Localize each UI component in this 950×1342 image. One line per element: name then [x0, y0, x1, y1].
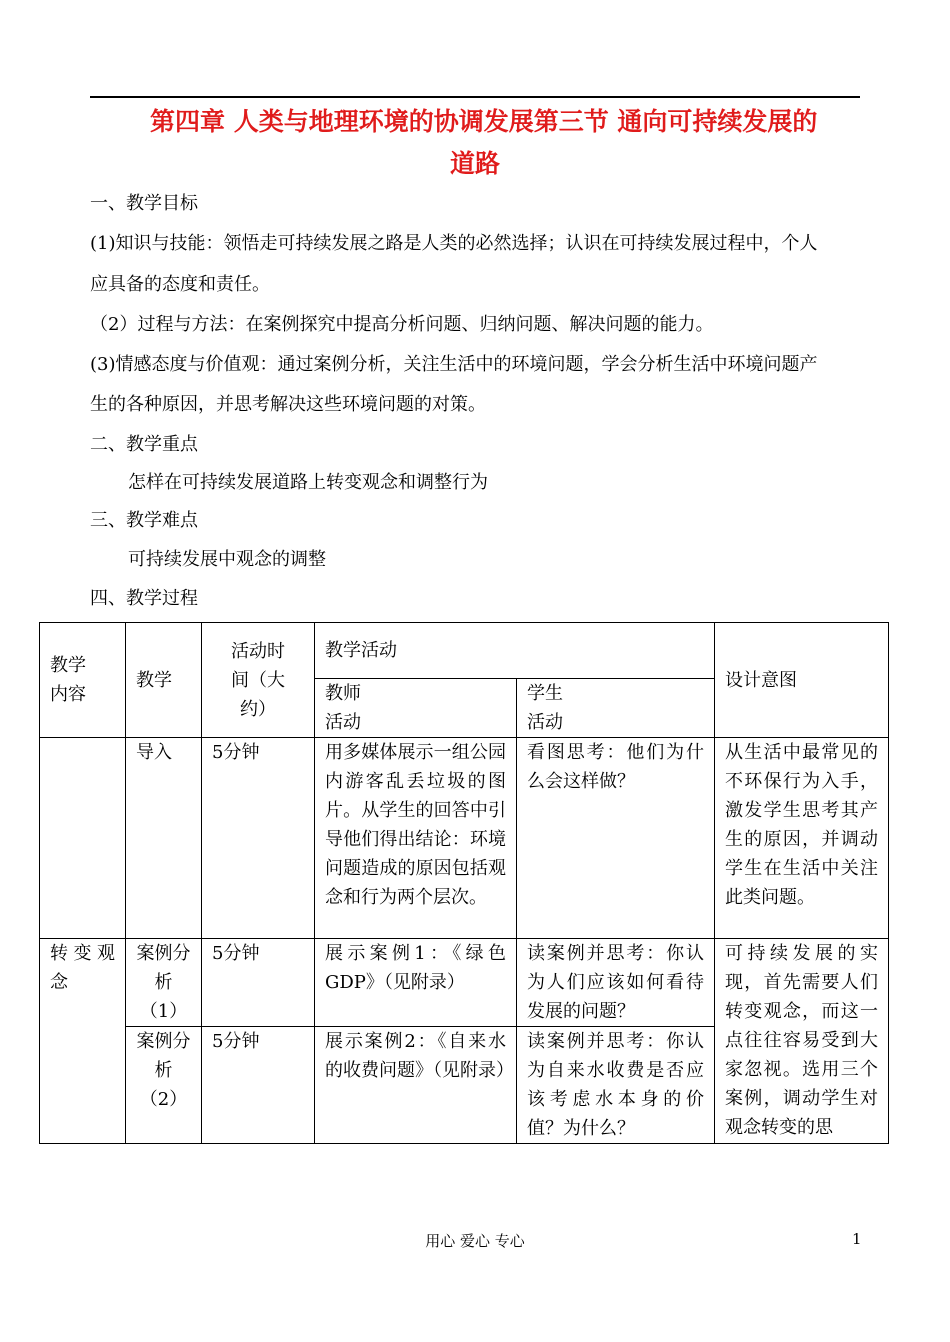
footer-motto: 用心 爱心 专心 — [425, 1232, 525, 1250]
top-rule — [90, 96, 860, 98]
row1-teacher: 用多媒体展示一组公园内游客乱丢垃圾的图片。从学生的回答中引导他们得出结论：环境问题造成的原因包括观念和行为两个层次。 — [315, 738, 517, 939]
row2-intent: 可持续发展的实现，首先需要人们转变观念，而这一点往往容易受到大家忽视。选用三个案例，调动学生对观念转变的思 — [715, 939, 889, 1144]
section-heading: 二、教学重点 — [90, 434, 198, 455]
row2-stage: 案例分析（1） — [126, 939, 202, 1027]
row2-student: 读案例并思考：你认为人们应该如何看待发展的问题？ — [517, 939, 715, 1027]
paragraph: 可持续发展中观念的调整 — [128, 549, 326, 570]
row3-stage: 案例分析（2） — [126, 1027, 202, 1144]
paragraph: 应具备的态度和责任。 — [90, 274, 270, 295]
row3-time: 5分钟 — [202, 1027, 315, 1144]
row1-time: 5分钟 — [202, 738, 315, 939]
paragraph: 怎样在可持续发展道路上转变观念和调整行为 — [128, 472, 488, 493]
row2-time: 5分钟 — [202, 939, 315, 1027]
section-heading: 三、教学难点 — [90, 510, 198, 531]
header-time: 活动时间（大约） — [202, 623, 315, 738]
page-title: 第四章 人类与地理环境的协调发展第三节 通向可持续发展的 — [150, 107, 818, 136]
header-content: 教学内容 — [40, 623, 126, 738]
section-heading: 四、教学过程 — [90, 588, 198, 609]
row3-teacher: 展示案例2：《自来水的收费问题》（见附录） — [315, 1027, 517, 1144]
row2-teacher: 展示案例1：《绿色GDP》（见附录） — [315, 939, 517, 1027]
teaching-process-table — [39, 622, 889, 1144]
header-student: 学生活动 — [517, 679, 715, 738]
row1-student: 看图思考：他们为什么会这样做？ — [517, 738, 715, 939]
page-title-continued: 道路 — [449, 149, 500, 178]
header-teacher: 教师活动 — [315, 679, 517, 738]
paragraph: (1)知识与技能：领悟走可持续发展之路是人类的必然选择；认识在可持续发展过程中，个人 — [90, 233, 818, 254]
header-teaching: 教学 — [126, 623, 202, 738]
paragraph: 生的各种原因，并思考解决这些环境问题的对策。 — [90, 394, 486, 415]
page-number: 1 — [852, 1230, 862, 1248]
row2-content: 转变观念 — [40, 939, 126, 1144]
header-intent: 设计意图 — [715, 623, 889, 738]
paragraph: （2）过程与方法：在案例探究中提高分析问题、归纳问题、解决问题的能力。 — [90, 314, 714, 335]
row3-student: 读案例并思考：你认为自来水收费是否应该考虑水本身的价值？为什么？ — [517, 1027, 715, 1144]
paragraph: (3)情感态度与价值观：通过案例分析，关注生活中的环境问题，学会分析生活中环境问题产 — [90, 354, 818, 375]
section-heading: 一、教学目标 — [90, 193, 198, 214]
row1-stage: 导入 — [126, 738, 202, 939]
row1-content — [40, 738, 126, 939]
row1-intent: 从生活中最常见的不环保行为入手，激发学生思考其产生的原因，并调动学生在生活中关注此类问题。 — [715, 738, 889, 939]
header-activity: 教学活动 — [315, 623, 715, 679]
